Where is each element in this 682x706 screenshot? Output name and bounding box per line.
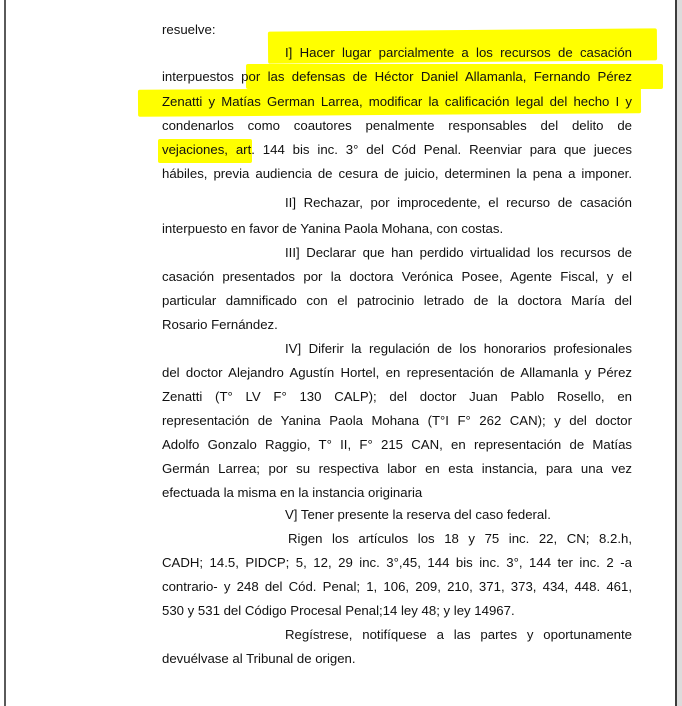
page-frame-right [675,0,682,706]
paragraph-line: 530 y 531 del Código Procesal Penal;14 ley 48; y ley 14967. [162,603,515,618]
paragraph-line: devuélvase al Tribunal de origen. [162,651,356,666]
paragraph-line: Germán Larrea; por su respectiva labor en esta instancia, para una vez [162,461,632,476]
paragraph-line: I] Hacer lugar parcialmente a los recursos de casación [285,45,632,60]
paragraph-line: vejaciones, art. 144 bis inc. 3° del Cód Penal. Reenviar para que jueces [162,142,632,157]
paragraph-line: Regístrese, notifíquese a las partes y oportunamente [285,627,632,642]
paragraph-line: del doctor Alejandro Agustín Hortel, en representación de Allamanla y Pérez [162,365,632,380]
paragraph-line: Zenatti (T° LV F° 130 CALP); del doctor Juan Pablo Rosello, en [162,389,632,404]
paragraph-line: hábiles, previa audiencia de cesura de juicio, determinen la pena a imponer. [162,166,632,181]
paragraph-line: IV] Diferir la regulación de los honorarios profesionales [285,341,632,356]
paragraph-line: particular damnificado con el patrocinio letrado de la doctora María del [162,293,632,308]
paragraph-line: Rosario Fernández. [162,317,278,332]
paragraph-line: interpuesto en favor de Yanina Paola Mohana, con costas. [162,221,504,236]
paragraph-line: V] Tener presente la reserva del caso federal. [285,507,551,522]
paragraph-line: Adolfo Gonzalo Raggio, T° II, F° 215 CAN, en representación de Matías [162,437,632,452]
paragraph-line: condenarlos como coautores penalmente responsables del delito de [162,118,632,133]
paragraph-line: representación de Yanina Paola Mohana (T°I F° 262 CAN); y del doctor [162,413,632,428]
paragraph-line: III] Declarar que han perdido virtualidad los recursos de [285,245,632,260]
paragraph-line: CADH; 14.5, PIDCP; 5, 12, 29 inc. 3°,45, 144 bis inc. 3°, 144 ter inc. 2 -a [162,555,632,570]
paragraph-line: Rigen los artículos los 18 y 75 inc. 22, CN; 8.2.h, [288,531,632,546]
paragraph-line: casación presentados por la doctora Verónica Posee, Agente Fiscal, y el [162,269,632,284]
paragraph-line: Zenatti y Matías German Larrea, modificar la calificación legal del hecho I y [162,94,632,109]
page-frame-left [4,0,6,706]
paragraph-line: contrario- y 248 del Cód. Penal; 1, 106, 209, 210, 371, 373, 434, 448. 461, [162,579,632,594]
paragraph-line: interpuestos por las defensas de Héctor Daniel Allamanla, Fernando Pérez [162,69,632,84]
paragraph-line: efectuada la misma en la instancia originaria [162,485,423,500]
intro-text: resuelve: [162,22,216,37]
paragraph-line: II] Rechazar, por improcedente, el recurso de casación [285,195,632,210]
